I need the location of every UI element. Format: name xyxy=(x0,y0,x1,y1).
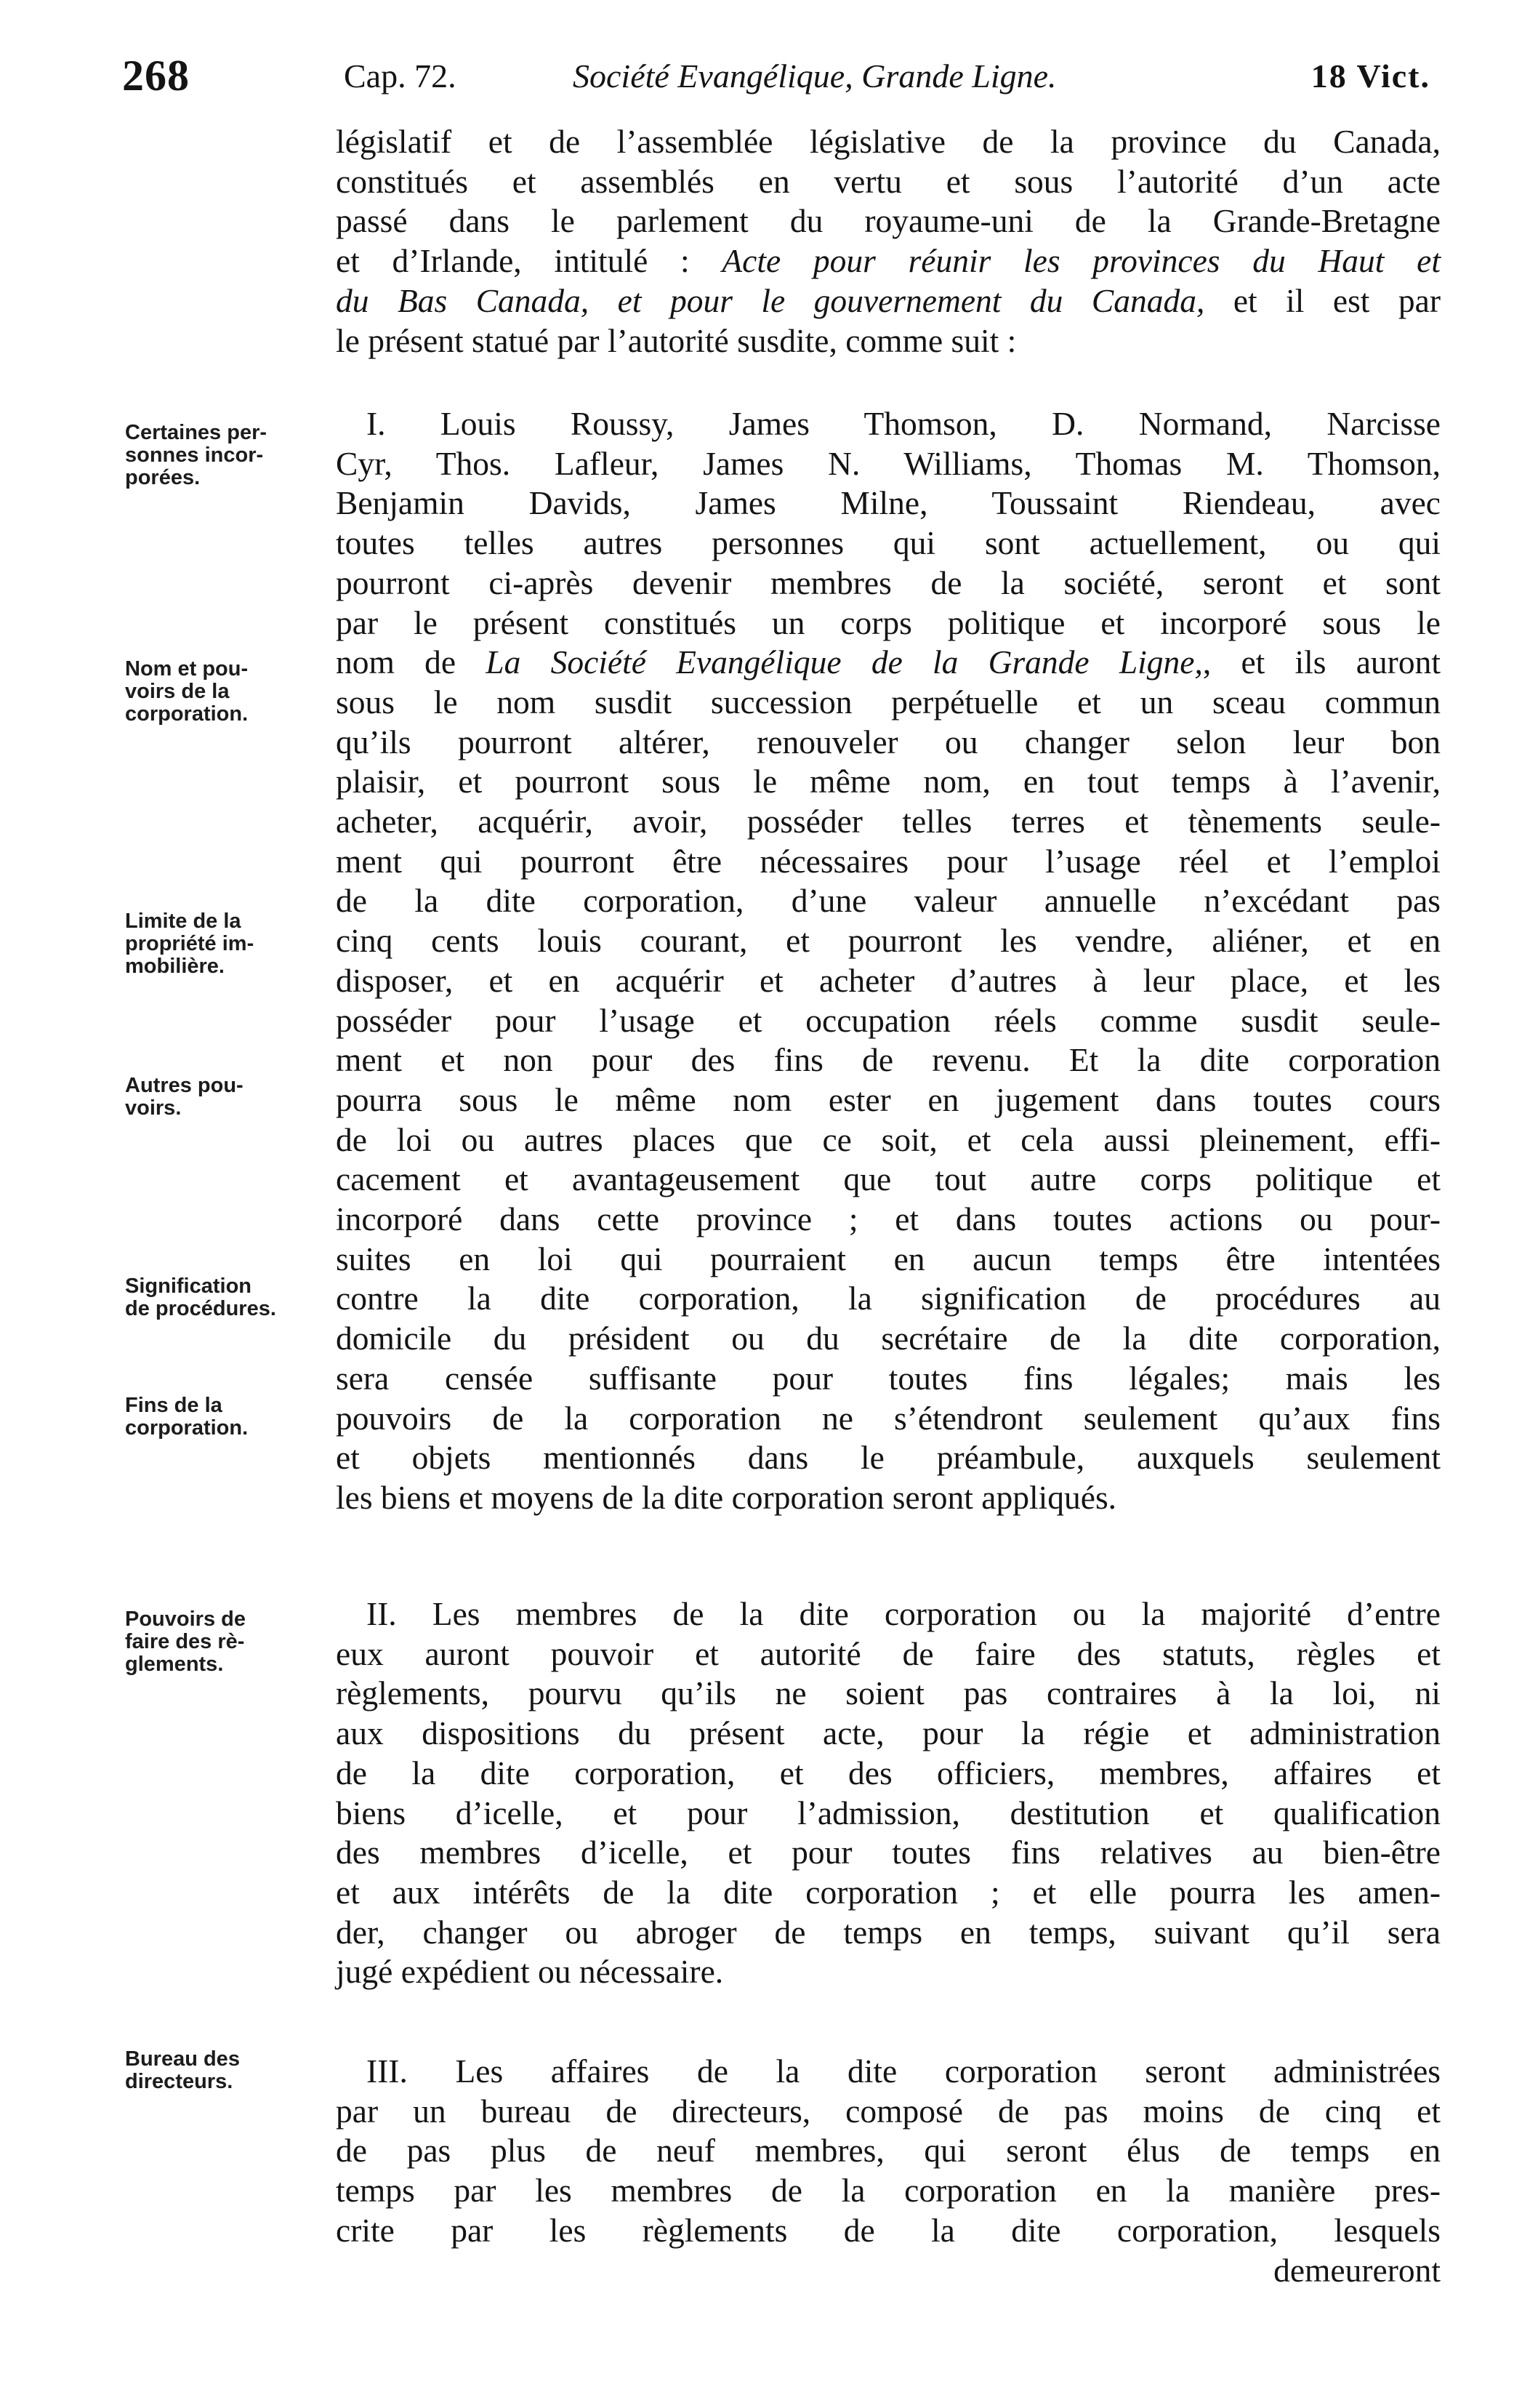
text-line: aux dispositions du présent acte, pour la régie et administration xyxy=(336,1714,1441,1752)
text-line: de la dite corporation, d’une valeur annuelle n’excédant pas xyxy=(336,882,1441,920)
text-line: acheter, acquérir, avoir, posséder telles terres et tènements seule- xyxy=(336,803,1441,840)
text-line: règlements, pourvu qu’ils ne soient pas contraires à la loi, ni xyxy=(336,1674,1441,1712)
text-line: eux auront pouvoir et autorité de faire des statuts, règles et xyxy=(336,1634,1441,1672)
text-line: contre la dite corporation, la signification de procédures au xyxy=(336,1280,1441,1317)
section-heading-line: II. Les membres de la dite corporation ou la majorité d’entre xyxy=(366,1595,1441,1632)
text-line: temps par les membres de la corporation en la manière pres- xyxy=(336,2172,1441,2210)
text-line: et d’Irlande, intitulé : Acte pour réunir les provinces du Haut et xyxy=(336,242,1441,280)
text-line: de la dite corporation, et des officiers, membres, affaires et xyxy=(336,1754,1441,1791)
text-line: et aux intérêts de la dite corporation ; et elle pourra les amen- xyxy=(336,1873,1441,1911)
text-line: constitués et assemblés en vertu et sous l’autorité d’un acte xyxy=(336,162,1441,200)
text-line: jugé expédient ou nécessaire. xyxy=(336,1953,724,1991)
text-line: de pas plus de neuf membres, qui seront élus de temps en xyxy=(336,2132,1441,2170)
text-line: par un bureau de directeurs, composé de pas moins de cinq et xyxy=(336,2092,1441,2130)
text-line: sous le nom susdit succession perpétuelle et un sceau commun xyxy=(336,683,1441,721)
margin-note-persons-incorporated: Certaines per- sonnes incor- porées. xyxy=(125,421,267,489)
text-line: incorporé dans cette province ; et dans toutes actions ou pour- xyxy=(336,1200,1441,1238)
text-line: ment et non pour des fins de revenu. Et la dite corporation xyxy=(336,1041,1441,1079)
text-line: biens d’icelle, et pour l’admission, destitution et qualification xyxy=(336,1794,1441,1831)
act-title: du Bas Canada, et pour le gouvernement du Canada, xyxy=(336,281,1205,319)
text-line: de loi ou autres places que ce soit, et cela aussi pleinement, effi- xyxy=(336,1120,1441,1158)
text-line: par le présent constitués un corps politique et incorporé sous le xyxy=(336,603,1441,641)
text-line: qu’ils pourront altérer, renouveler ou changer selon leur bon xyxy=(336,723,1441,760)
catchword: demeureront xyxy=(1273,2251,1441,2289)
margin-note-property-limit: Limite de la propriété im- mobilière. xyxy=(125,910,254,978)
text-line: et objets mentionnés dans le préambule, auxquels seulement xyxy=(336,1439,1441,1477)
margin-note-name-and-powers: Nom et pou- voirs de la corporation. xyxy=(125,657,249,726)
margin-note-corporation-purposes: Fins de la corporation. xyxy=(125,1394,249,1440)
section-heading-line: III. Les affaires de la dite corporation seront administrées xyxy=(366,2052,1441,2090)
text-line: Cyr, Thos. Lafleur, James N. Williams, Thomas M. Thomson, xyxy=(336,444,1441,482)
text-line: plaisir, et pourront sous le même nom, en tout temps à l’avenir, xyxy=(336,763,1441,800)
text-line: disposer, et en acquérir et acheter d’autres à leur place, et les xyxy=(336,961,1441,999)
text-line: posséder pour l’usage et occupation réels comme susdit seule- xyxy=(336,1001,1441,1039)
margin-note-other-powers: Autres pou- voirs. xyxy=(125,1074,243,1120)
margin-note-board-of-directors: Bureau des directeurs. xyxy=(125,2047,240,2093)
text-line: suites en loi qui pourraient en aucun temps être intentées xyxy=(336,1240,1441,1277)
section-1 xyxy=(336,404,1441,1518)
text-line: crite par les règlements de la dite corporation, lesquels xyxy=(336,2211,1441,2249)
text-line: Benjamin Davids, James Milne, Toussaint Riendeau, avec xyxy=(336,484,1441,522)
text-line: pouvoirs de la corporation ne s’étendront seulement qu’aux fins xyxy=(336,1399,1441,1437)
text-line: des membres d’icelle, et pour toutes fins relatives au bien-être xyxy=(336,1834,1441,1871)
text-line: les biens et moyens de la dite corporation seront appliqués. xyxy=(336,1478,1117,1516)
regnal-year: 18 Vict. xyxy=(1310,57,1430,95)
text-line: domicile du président ou du secrétaire de la dite corporation, xyxy=(336,1320,1441,1357)
text-line: nom de La Société Evangélique de la Grande Ligne,, et ils auront xyxy=(336,643,1441,681)
running-title: Société Evangélique, Grande Ligne. xyxy=(573,57,1057,95)
section-2 xyxy=(336,1594,1441,1992)
preamble-text xyxy=(336,122,1441,361)
text-line: du Bas Canada, et pour le gouvernement du Canada, et il est par xyxy=(336,281,1441,319)
text-line: le présent statué par l’autorité susdite, comme suit : xyxy=(336,321,1017,359)
running-header xyxy=(122,51,1459,109)
section-heading-line: I. Louis Roussy, James Thomson, D. Normand, Narcisse xyxy=(366,405,1441,442)
margin-note-bylaw-powers: Pouvoirs de faire des rè- glements. xyxy=(125,1608,246,1676)
text-line: ment qui pourront être nécessaires pour l’usage réel et l’emploi xyxy=(336,842,1441,880)
text-line: cinq cents louis courant, et pourront les vendre, aliéner, et en xyxy=(336,922,1441,960)
chapter-label: Cap. 72. xyxy=(344,57,456,95)
margin-note-service-of-process: Signification de procédures. xyxy=(125,1275,276,1320)
section-3 xyxy=(336,2052,1441,2290)
text-line: passé dans le parlement du royaume-uni de la Grande-Bretagne xyxy=(336,202,1441,240)
page-number: 268 xyxy=(122,52,190,100)
corporation-name: La Société Evangélique de la Grande Ligne, xyxy=(486,643,1203,681)
text-line: toutes telles autres personnes qui sont actuellement, ou qui xyxy=(336,524,1441,562)
act-title: Acte pour réunir les provinces du Haut et xyxy=(722,242,1441,280)
text-line: pourra sous le même nom ester en jugement dans toutes cours xyxy=(336,1080,1441,1118)
text-line: sera censée suffisante pour toutes fins légales; mais les xyxy=(336,1359,1441,1397)
text-line: der, changer ou abroger de temps en temps, suivant qu’il sera xyxy=(336,1913,1441,1951)
text-line: législatif et de l’assemblée législative de la province du Canada, xyxy=(336,123,1441,160)
text-line: cacement et avantageusement que tout autre corps politique et xyxy=(336,1160,1441,1198)
text-line: pourront ci-après devenir membres de la société, seront et sont xyxy=(336,563,1441,601)
